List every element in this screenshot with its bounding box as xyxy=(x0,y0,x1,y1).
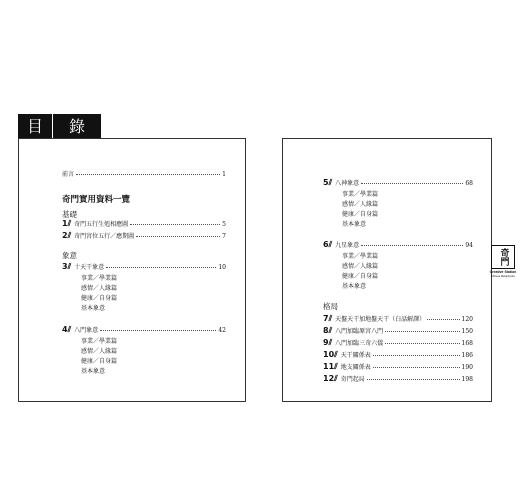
leader-dots xyxy=(385,331,459,332)
entry-label: 八門加臨三奇六儀 xyxy=(335,340,384,347)
entry-page: 198 xyxy=(461,376,473,383)
right-page xyxy=(282,138,492,402)
section-title: 奇門實用資料一覽 xyxy=(62,195,131,205)
sub-entry[interactable]: 事業／學業篇 xyxy=(81,338,118,345)
leader-dots xyxy=(361,245,463,246)
toc-entry-7[interactable] xyxy=(323,315,473,323)
toc-entry-5[interactable] xyxy=(323,179,473,187)
toc-entry-1[interactable] xyxy=(62,220,226,228)
entry-page: 7 xyxy=(222,233,226,240)
entry-number: 9⫽ xyxy=(323,338,333,347)
entry-page: 190 xyxy=(461,364,473,371)
entry-page: 120 xyxy=(461,316,473,323)
group-heading-basic: 基礎 xyxy=(62,210,77,219)
entry-number: 2⫽ xyxy=(62,231,72,240)
toc-entry-8[interactable] xyxy=(323,327,473,335)
entry-page: 1 xyxy=(222,171,226,178)
entry-label: 八神象意 xyxy=(335,180,360,187)
toc-entry-3[interactable] xyxy=(62,263,226,271)
sub-entry[interactable]: 健康／自身篇 xyxy=(342,273,379,280)
toc-entry-9[interactable] xyxy=(323,339,473,347)
entry-number: 8⫽ xyxy=(323,326,333,335)
toc-entry-12[interactable] xyxy=(323,375,473,383)
entry-label: 八門象意 xyxy=(74,327,99,334)
left-page xyxy=(18,138,246,402)
entry-label: 奇門起局 xyxy=(340,376,365,383)
sub-entry[interactable]: 基本象意 xyxy=(81,305,106,312)
entry-number: 6⫽ xyxy=(323,240,333,249)
entry-page: 168 xyxy=(461,340,473,347)
entry-page: 94 xyxy=(465,242,473,249)
entry-label: 地支關係表 xyxy=(340,364,371,371)
leader-dots xyxy=(106,267,216,268)
sub-entry[interactable]: 基本象意 xyxy=(81,368,106,375)
leader-dots xyxy=(385,343,459,344)
entry-number: 4⫽ xyxy=(62,325,72,334)
entry-number: 7⫽ xyxy=(323,314,333,323)
leader-dots xyxy=(373,355,460,356)
sub-entry[interactable]: 事業／學業篇 xyxy=(342,253,379,260)
toc-title xyxy=(18,114,101,139)
sub-entry[interactable]: 基本象意 xyxy=(342,283,367,290)
entry-page: 186 xyxy=(461,352,473,359)
sub-entry[interactable]: 事業／學業篇 xyxy=(342,191,379,198)
sub-entry[interactable]: 基本象意 xyxy=(342,221,367,228)
leader-dots xyxy=(361,183,463,184)
leader-dots xyxy=(367,379,460,380)
logo-glyph: 奇門 xyxy=(498,248,509,266)
toc-entry-10[interactable] xyxy=(323,351,473,359)
sub-entry[interactable]: 感情／人緣篇 xyxy=(342,263,379,270)
group-heading-meaning: 象意 xyxy=(62,251,77,260)
toc-entry-preface[interactable] xyxy=(62,171,226,178)
entry-page: 42 xyxy=(218,327,226,334)
toc-entry-2[interactable] xyxy=(62,232,226,240)
entry-page: 68 xyxy=(465,180,473,187)
leader-dots xyxy=(76,174,220,175)
sub-entry[interactable]: 感情／人緣篇 xyxy=(342,201,379,208)
toc-entry-6[interactable] xyxy=(323,241,473,249)
toc-entry-11[interactable] xyxy=(323,363,473,371)
logo-caption: Creative Station xyxy=(489,270,517,274)
entry-label: 奇門宮位五行／應期圖 xyxy=(74,233,135,240)
logo-subcaption: Chinese Metaphysics xyxy=(491,275,515,278)
sub-entry[interactable]: 感情／人緣篇 xyxy=(81,285,118,292)
entry-number: 11⫽ xyxy=(323,362,338,371)
entry-label: 奇門五行生剋相應圖 xyxy=(74,221,129,228)
group-heading-pattern: 格局 xyxy=(323,302,338,311)
title-char-1: 目 xyxy=(18,114,52,139)
entry-number: 5⫽ xyxy=(323,178,333,187)
entry-page: 150 xyxy=(461,328,473,335)
leader-dots xyxy=(136,236,220,237)
leader-dots xyxy=(373,367,460,368)
entry-page: 10 xyxy=(218,264,226,271)
sub-entry[interactable]: 感情／人緣篇 xyxy=(81,348,118,355)
entry-label: 九星象意 xyxy=(335,242,360,249)
entry-label: 天盤天干加地盤天干（白話解譯） xyxy=(335,316,426,323)
sub-entry[interactable]: 健康／自身篇 xyxy=(81,295,118,302)
entry-label: 十天干象意 xyxy=(74,264,105,271)
leader-dots xyxy=(100,330,216,331)
entry-label: 天干關係表 xyxy=(340,352,371,359)
entry-number: 3⫽ xyxy=(62,262,72,271)
toc-entry-4[interactable] xyxy=(62,326,226,334)
publisher-logo xyxy=(491,245,515,269)
entry-page: 5 xyxy=(222,221,226,228)
sub-entry[interactable]: 事業／學業篇 xyxy=(81,275,118,282)
entry-number: 12⫽ xyxy=(323,374,338,383)
entry-label: 前言 xyxy=(62,171,75,178)
sub-entry[interactable]: 健康／自身篇 xyxy=(81,358,118,365)
title-char-2: 錄 xyxy=(53,114,101,139)
entry-number: 1⫽ xyxy=(62,219,72,228)
leader-dots xyxy=(130,224,220,225)
leader-dots xyxy=(427,319,459,320)
sub-entry[interactable]: 健康／自身篇 xyxy=(342,211,379,218)
entry-number: 10⫽ xyxy=(323,350,338,359)
entry-label: 八門加臨原宮八門 xyxy=(335,328,384,335)
